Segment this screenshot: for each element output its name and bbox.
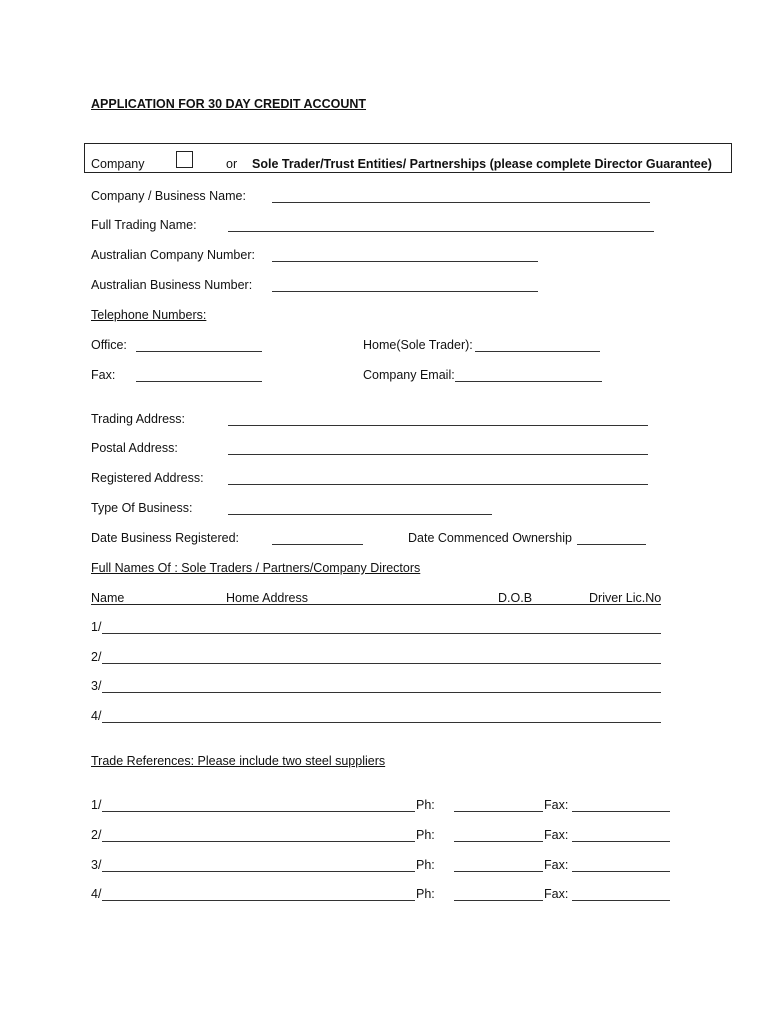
office-field[interactable] [136,351,262,352]
home-phone-label: Home(Sole Trader): [363,338,473,352]
fax-label: Fax: [91,368,116,382]
reference-row-label: 1/ [91,798,102,812]
page-title: APPLICATION FOR 30 DAY CREDIT ACCOUNT [91,97,367,111]
type-of-business-field[interactable] [228,514,492,515]
telephone-heading: Telephone Numbers: [91,308,207,322]
type-of-business-label: Type Of Business: [91,501,193,515]
reference-ph-field[interactable] [454,871,543,872]
director-row-label: 3/ [91,679,102,693]
reference-fax-label: Fax: [544,828,569,842]
reference-ph-field[interactable] [454,900,543,901]
full-names-heading: Full Names Of : Sole Traders / Partners/Company Directors [91,561,421,575]
reference-name-field[interactable] [102,841,415,842]
column-header-name: Name [91,591,125,605]
postal-address-field[interactable] [228,454,648,455]
registered-address-field[interactable] [228,484,648,485]
office-label: Office: [91,338,127,352]
company-email-label: Company Email: [363,368,455,382]
business-name-label: Company / Business Name: [91,189,246,203]
acn-field[interactable] [272,261,538,262]
reference-name-field[interactable] [102,900,415,901]
reference-ph-label: Ph: [416,858,435,872]
reference-row-label: 3/ [91,858,102,872]
trading-name-label: Full Trading Name: [91,218,197,232]
reference-ph-label: Ph: [416,887,435,901]
reference-ph-field[interactable] [454,841,543,842]
company-label: Company [91,157,145,171]
reference-ph-label: Ph: [416,828,435,842]
reference-row-label: 2/ [91,828,102,842]
column-header-driver-lic: Driver Lic.No [589,591,662,605]
director-row-field[interactable] [102,692,661,693]
trade-references-heading: Trade References: Please include two steel suppliers [91,754,386,768]
director-row-label: 2/ [91,650,102,664]
or-label: or [226,157,238,171]
director-row-field[interactable] [102,633,661,634]
company-email-field[interactable] [455,381,602,382]
date-registered-label: Date Business Registered: [91,531,239,545]
column-header-dob: D.O.B [498,591,533,605]
director-row-label: 1/ [91,620,102,634]
acn-label: Australian Company Number: [91,248,255,262]
postal-address-label: Postal Address: [91,441,178,455]
company-checkbox[interactable] [176,151,193,168]
director-row-label: 4/ [91,709,102,723]
reference-fax-field[interactable] [572,811,670,812]
reference-fax-label: Fax: [544,798,569,812]
date-commenced-label: Date Commenced Ownership [408,531,572,545]
reference-fax-label: Fax: [544,887,569,901]
director-row-field[interactable] [102,722,661,723]
home-phone-field[interactable] [475,351,600,352]
reference-name-field[interactable] [102,871,415,872]
reference-fax-label: Fax: [544,858,569,872]
trading-address-field[interactable] [228,425,648,426]
reference-fax-field[interactable] [572,871,670,872]
reference-row-label: 4/ [91,887,102,901]
column-header-home-address: Home Address [226,591,308,605]
date-registered-field[interactable] [272,544,363,545]
trading-address-label: Trading Address: [91,412,186,426]
registered-address-label: Registered Address: [91,471,204,485]
column-header-underline [91,604,661,605]
reference-ph-label: Ph: [416,798,435,812]
business-name-field[interactable] [272,202,650,203]
reference-ph-field[interactable] [454,811,543,812]
date-commenced-field[interactable] [577,544,646,545]
fax-field[interactable] [136,381,262,382]
reference-name-field[interactable] [102,811,415,812]
sole-trader-label: Sole Trader/Trust Entities/ Partnerships (please complete Director Guarantee) [252,157,712,171]
director-row-field[interactable] [102,663,661,664]
reference-fax-field[interactable] [572,900,670,901]
abn-label: Australian Business Number: [91,278,253,292]
reference-fax-field[interactable] [572,841,670,842]
abn-field[interactable] [272,291,538,292]
trading-name-field[interactable] [228,231,654,232]
